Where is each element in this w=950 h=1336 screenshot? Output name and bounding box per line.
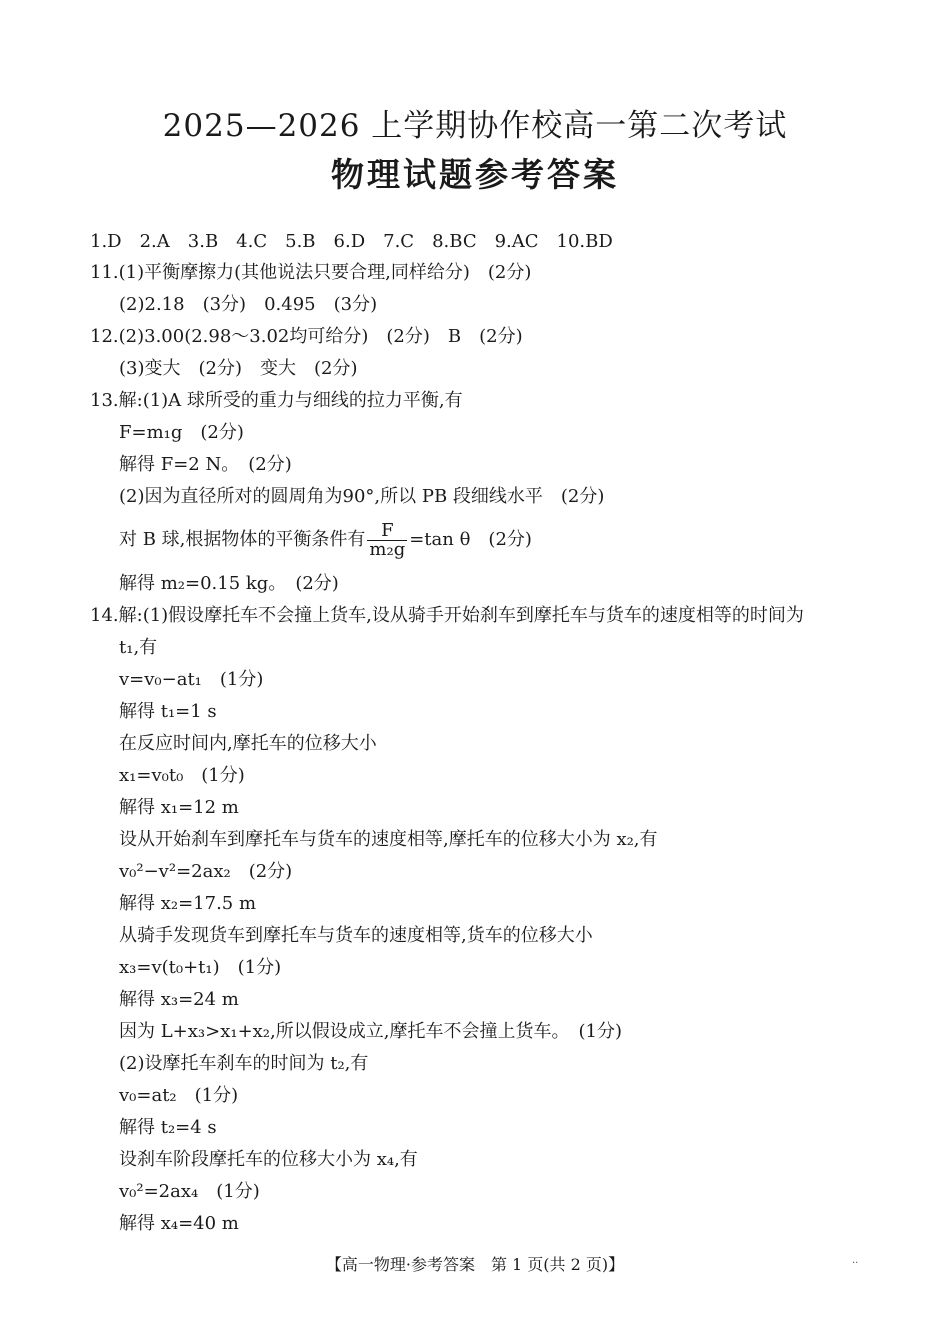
answer-line-14-intro: 14.解:(1)假设摩托车不会撞上货车,设从骑手开始刹车到摩托车与货车的速度相等的时间为: [90, 605, 804, 626]
answer-line-14-eq3: v₀²−v²=2ax₂ (2分): [119, 861, 293, 882]
title-line2: 物理试题参考答案: [331, 155, 619, 194]
title-line1: 2025—2026 上学期协作校高一第二次考试: [162, 108, 788, 144]
answer-line-14-res3: 解得 x₂=17.5 m: [119, 893, 257, 914]
answer-line-14-res4: 解得 x₃=24 m: [119, 989, 239, 1010]
answer-line-choice: 1.D 2.A 3.B 4.C 5.B 6.D 7.C 8.BC 9.AC 10.BD: [90, 231, 613, 252]
corner-mark: ··: [852, 1258, 859, 1269]
answer-line-14-2-eq1: v₀=at₂ (1分): [119, 1085, 239, 1106]
fraction-suffix: =tan θ (2分): [409, 529, 532, 550]
answer-line-14-2-res2: 解得 x₄=40 m: [119, 1213, 239, 1234]
answer-line-14-2-res1: 解得 t₂=4 s: [119, 1117, 217, 1138]
answer-line-13-fraction: [119, 520, 532, 560]
answer-line-13-2: (2)因为直径所对的圆周角为90°,所以 PB 段细线水平 (2分): [119, 486, 605, 507]
answer-line-14-2-intro: (2)设摩托车刹车的时间为 t₂,有: [119, 1053, 369, 1074]
answer-line-12-2: 12.(2)3.00(2.98～3.02均可给分) (2分) B (2分): [90, 326, 523, 347]
answer-line-11-2: (2)2.18 (3分) 0.495 (3分): [119, 294, 378, 315]
fraction-numerator: F: [367, 522, 407, 541]
answer-line-14-res2: 解得 x₁=12 m: [119, 797, 239, 818]
answer-line-14-eq2: x₁=v₀t₀ (1分): [119, 765, 245, 786]
answer-line-14-eq4: x₃=v(t₀+t₁) (1分): [119, 957, 282, 978]
answer-line-14-2-eq2: v₀²=2ax₄ (1分): [119, 1181, 260, 1202]
answer-line-13-res1: 解得 F=2 N。 (2分): [119, 454, 292, 475]
answer-line-14-text3: 从骑手发现货车到摩托车与货车的速度相等,货车的位移大小: [119, 925, 593, 946]
answer-line-14-text2: 设从开始刹车到摩托车与货车的速度相等,摩托车的位移大小为 x₂,有: [119, 829, 658, 850]
answer-line-13-eq1: F=m₁g (2分): [119, 422, 244, 443]
answer-line-13-res2: 解得 m₂=0.15 kg。 (2分): [119, 573, 339, 594]
answer-line-14-cont: t₁,有: [119, 637, 158, 658]
fraction-denominator: m₂g: [369, 538, 406, 560]
answer-line-14-2-text: 设刹车阶段摩托车的位移大小为 x₄,有: [119, 1149, 418, 1170]
answer-line-14-res1: 解得 t₁=1 s: [119, 701, 217, 722]
answer-line-13-intro: 13.解:(1)A 球所受的重力与细线的拉力平衡,有: [90, 390, 463, 411]
fraction: [367, 519, 407, 560]
fraction-prefix: 对 B 球,根据物体的平衡条件有: [119, 529, 366, 550]
answer-line-14-eq1: v=v₀−at₁ (1分): [119, 669, 264, 690]
answer-line-14-conclusion: 因为 L+x₃>x₁+x₂,所以假设成立,摩托车不会撞上货车。 (1分): [119, 1021, 622, 1042]
answer-line-12-3: (3)变大 (2分) 变大 (2分): [119, 358, 358, 379]
page-footer: 【高一物理·参考答案 第 1 页(共 2 页)】: [325, 1255, 625, 1274]
answer-line-14-text1: 在反应时间内,摩托车的位移大小: [119, 733, 377, 754]
answer-line-11-1: 11.(1)平衡摩擦力(其他说法只要合理,同样给分) (2分): [90, 262, 532, 283]
